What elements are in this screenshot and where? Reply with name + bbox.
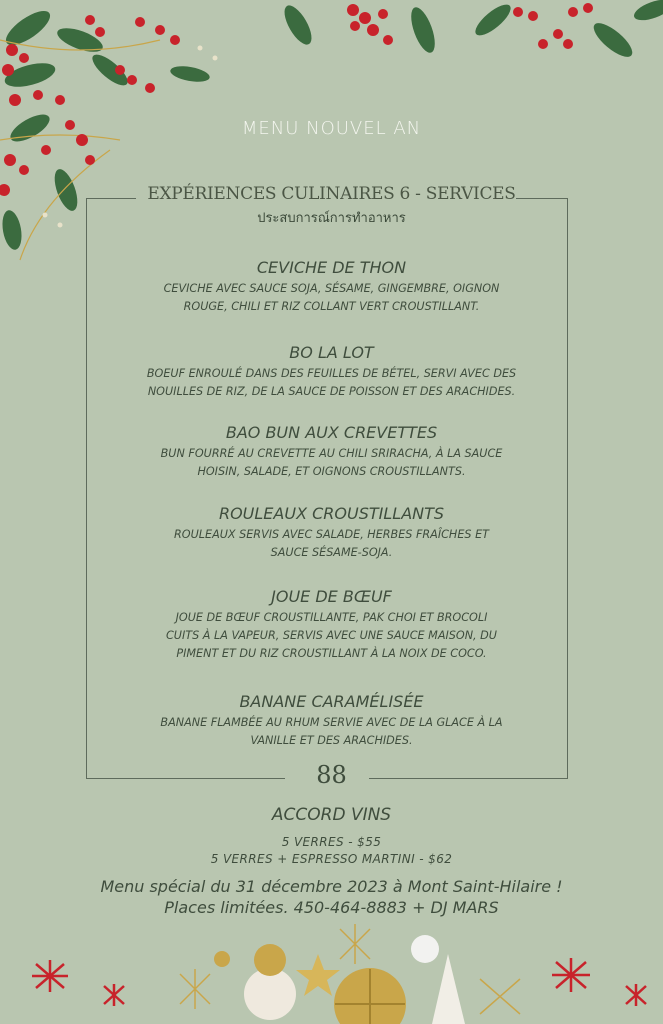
course-item — [130, 504, 533, 562]
course-name: CEVICHE DE THON — [256, 258, 407, 277]
wine-pairing-title: ACCORD VINS — [271, 805, 392, 825]
course-item — [130, 343, 533, 401]
course-description-line: HOISIN, SALADE, ET OIGNONS CROUSTILLANTS. — [197, 465, 466, 478]
course-name: BANANE CARAMÉLISÉE — [239, 692, 424, 711]
reservation-info-line: Places limitées. 450-464-8883 + DJ MARS — [164, 898, 499, 917]
course-name: ROULEAUX CROUSTILLANTS — [218, 504, 445, 523]
course-description-line: JOUE DE BŒUF CROUSTILLANTE, PAK CHOI ET BROCOLI — [175, 611, 488, 624]
course-description-line: ROUGE, CHILI ET RIZ COLLANT VERT CROUSTILLANT. — [183, 300, 480, 313]
course-description-line: NOUILLES DE RIZ, DE LA SAUCE DE POISSON ET DES ARACHIDES. — [147, 385, 516, 398]
course-item — [130, 423, 533, 481]
wine-pairing-option: 5 VERRES - $55 — [281, 835, 382, 849]
menu-title: MENU NOUVEL AN — [241, 118, 422, 139]
course-description-line: CUITS À LA VAPEUR, SERVIS AVEC UNE SAUCE MAISON, DU — [166, 629, 497, 642]
course-item — [130, 587, 533, 663]
course-description-line: BANANE FLAMBÉE AU RHUM SERVIE AVEC DE LA GLACE À LA — [160, 716, 503, 729]
course-description-line: PIMENT ET DU RIZ CROUSTILLANT À LA NOIX DE COCO. — [176, 647, 487, 660]
course-name: BAO BUN AUX CREVETTES — [225, 423, 438, 442]
section-subheading: ประสบการณ์การทำอาหาร — [257, 211, 406, 226]
wine-pairing-option: 5 VERRES + ESPRESSO MARTINI - $62 — [210, 852, 453, 866]
course-description-line: BUN FOURRÉ AU CREVETTE AU CHILI SRIRACHA, À LA SAUCE — [160, 447, 503, 460]
course-description-line: CEVICHE AVEC SAUCE SOJA, SÉSAME, GINGEMBRE, OIGNON — [163, 282, 500, 295]
course-description-line: VANILLE ET DES ARACHIDES. — [250, 734, 413, 747]
course-name: BO LA LOT — [289, 343, 374, 362]
berry-garland-decoration — [243, 0, 663, 70]
course-description-line: SAUCE SÉSAME-SOJA. — [270, 546, 393, 559]
course-item — [130, 258, 533, 316]
course-name: JOUE DE BŒUF — [271, 587, 392, 606]
course-item — [130, 692, 533, 750]
course-description-line: ROULEAUX SERVIS AVEC SALADE, HERBES FRAÎCHES ET — [174, 528, 489, 541]
menu-price: 88 — [316, 761, 347, 789]
christmas-ornaments-decoration — [0, 914, 663, 1024]
section-heading: EXPÉRIENCES CULINAIRES 6 - SERVICES — [147, 184, 516, 204]
event-date-line: Menu spécial du 31 décembre 2023 à Mont Saint-Hilaire ! — [100, 877, 563, 896]
course-description-line: BOEUF ENROULÉ DANS DES FEUILLES DE BÉTEL, SERVI AVEC DES — [146, 367, 517, 380]
